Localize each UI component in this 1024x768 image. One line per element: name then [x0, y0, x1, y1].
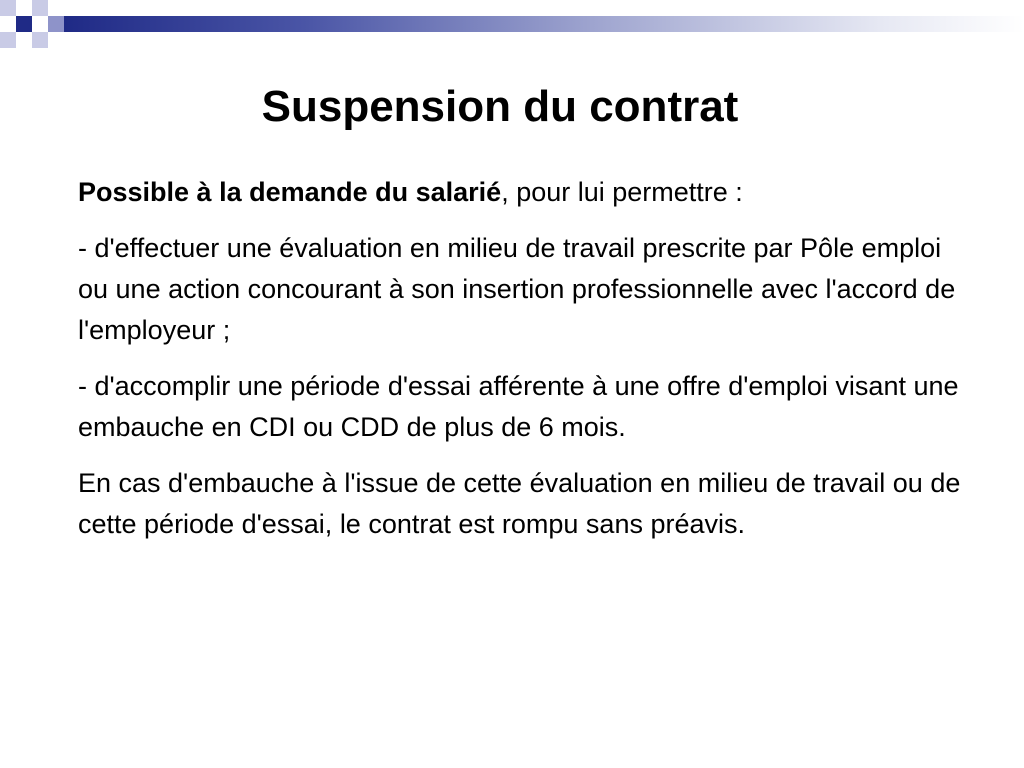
- header-decoration: [0, 0, 1024, 48]
- intro-paragraph: [78, 172, 978, 213]
- bullet-evaluation: - d'effectuer une évaluation en milieu de travail prescrite par Pôle emploi ou une action concourant à son insertion professionnelle avec l'accord de l'employeur ;: [78, 233, 956, 345]
- decor-square: [32, 32, 48, 48]
- header-gradient-bar: [64, 16, 1024, 32]
- conclusion-paragraph: En cas d'embauche à l'issue de cette évaluation en milieu de travail ou de cette période d'essai, le contrat est rompu sans préavis.: [78, 468, 961, 539]
- decor-square: [16, 16, 32, 32]
- intro-rest-text: , pour lui permettre :: [501, 177, 743, 207]
- slide-body: [78, 172, 978, 560]
- bullet-trial-period: - d'accomplir une période d'essai afférente à une offre d'emploi visant une embauche en CDI ou CDD de plus de 6 mois.: [78, 371, 959, 442]
- slide-title: Suspension du contrat: [261, 82, 739, 131]
- decor-square: [0, 0, 16, 16]
- decor-square: [48, 16, 64, 32]
- decor-square: [0, 32, 16, 48]
- decor-square: [32, 0, 48, 16]
- intro-bold-text: Possible à la demande du salarié: [78, 177, 502, 207]
